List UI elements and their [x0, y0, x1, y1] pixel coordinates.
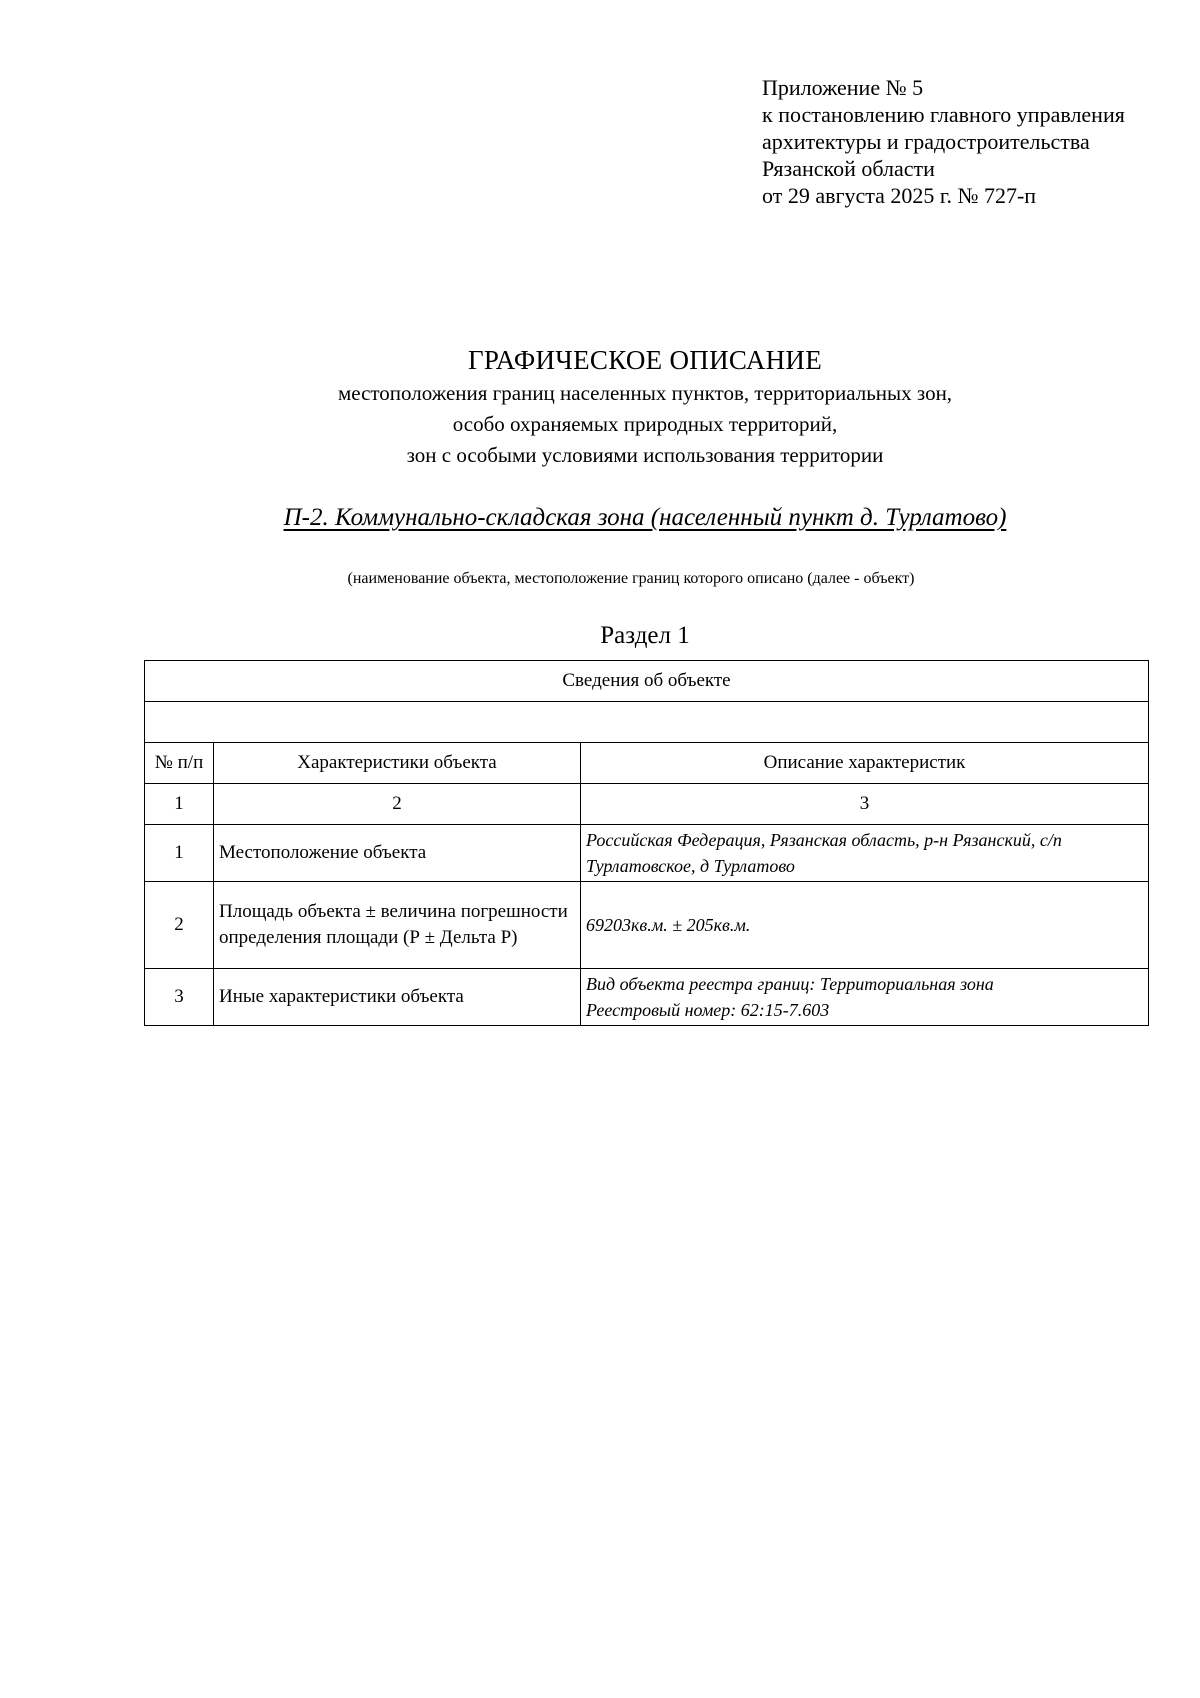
- appendix-line: Приложение № 5: [762, 75, 924, 100]
- row-number: 3: [145, 969, 214, 1026]
- table-header: Сведения об объекте: [145, 661, 1149, 702]
- document-title: ГРАФИЧЕСКОЕ ОПИСАНИЕ: [467, 345, 823, 375]
- subtitle-line: местоположения границ населенных пунктов, территориальных зон,: [337, 381, 953, 405]
- table-blank-row: [145, 702, 1149, 743]
- column-header-characteristic: Характеристики объекта: [214, 743, 581, 784]
- table-row: [145, 882, 1149, 969]
- section-title: Раздел 1: [600, 622, 690, 649]
- object-caption: (наименование объекта, местоположение границ которого описано (далее - объект): [347, 570, 915, 587]
- appendix-line: архитектуры и градостроительства: [762, 129, 1090, 154]
- row-description: 69203кв.м. ± 205кв.м.: [581, 882, 1149, 969]
- row-description-line: Вид объекта реестра границ: Территориальная зона: [586, 974, 994, 994]
- row-characteristic: Площадь объекта ± величина погрешности определения площади (Р ± Дельта Р): [214, 882, 581, 969]
- column-number-row: [145, 784, 1149, 825]
- appendix-line: Рязанской области: [762, 156, 935, 181]
- column-number: 2: [214, 784, 581, 825]
- column-header-row: [145, 743, 1149, 784]
- table-row: [145, 825, 1149, 882]
- row-description: Российская Федерация, Рязанская область, р-н Рязанский, с/п Турлатовское, д Турлатово: [581, 825, 1149, 882]
- column-header-num: № п/п: [145, 743, 214, 784]
- appendix-block: [762, 74, 1125, 209]
- column-header-description: Описание характеристик: [581, 743, 1149, 784]
- appendix-line: от 29 августа 2025 г. № 727-п: [762, 183, 1037, 208]
- object-name: П-2. Коммунально-складская зона (населенный пункт д. Турлатово): [283, 504, 1007, 531]
- row-description: [581, 969, 1149, 1026]
- object-info-table: [144, 660, 1149, 1026]
- title-block: [0, 342, 1200, 471]
- appendix-line: к постановлению главного управления: [762, 102, 1125, 127]
- row-characteristic: Иные характеристики объекта: [214, 969, 581, 1026]
- row-characteristic: Местоположение объекта: [214, 825, 581, 882]
- table-row: [145, 969, 1149, 1026]
- column-number: 3: [581, 784, 1149, 825]
- blank-cell: [145, 702, 1149, 743]
- row-number: 2: [145, 882, 214, 969]
- row-number: 1: [145, 825, 214, 882]
- subtitle-line: зон с особыми условиями использования территории: [406, 443, 884, 467]
- column-number: 1: [145, 784, 214, 825]
- row-description-line: Реестровый номер: 62:15-7.603: [586, 1000, 830, 1020]
- table-header-row: [145, 661, 1149, 702]
- subtitle-line: особо охраняемых природных территорий,: [452, 412, 838, 436]
